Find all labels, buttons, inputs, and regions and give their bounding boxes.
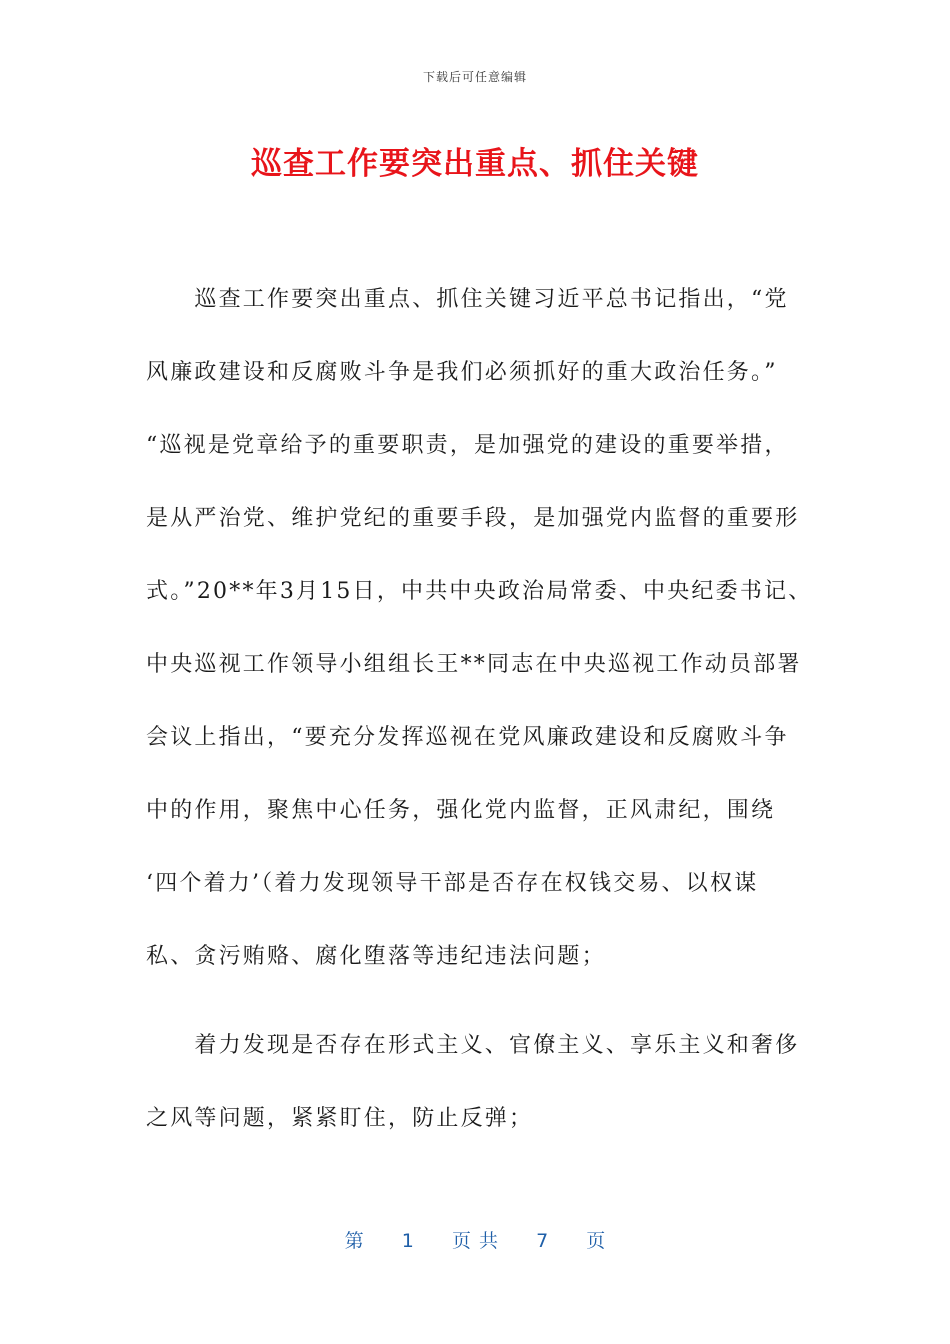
body-line: 中央巡视工作领导小组组长王**同志在中央巡视工作动员部署 bbox=[146, 652, 802, 677]
body-line: 之风等问题，紧紧盯住，防止反弹； bbox=[146, 1106, 534, 1131]
total-pages-number: 7 bbox=[536, 1230, 549, 1252]
body-line: “巡视是党章给予的重要职责，是加强党的建设的重要举措， bbox=[146, 433, 789, 458]
body-line: 是从严治党、维护党纪的重要手段，是加强党内监督的重要形 bbox=[146, 506, 800, 531]
page-footer bbox=[0, 1226, 950, 1253]
body-line: ‘四个着力’（着力发现领导干部是否存在权钱交易、以权谋 bbox=[146, 871, 759, 896]
document-title: 巡查工作要突出重点、抓住关键 bbox=[251, 146, 699, 182]
page-label-prefix: 第 bbox=[344, 1230, 364, 1252]
current-page-number: 1 bbox=[401, 1230, 414, 1252]
body-line: 中的作用，聚焦中心任务，强化党内监督，正风肃纪，围绕 bbox=[146, 798, 776, 823]
body-line: 式。”20**年3月15日，中共中央政治局常委、中央纪委书记、 bbox=[146, 579, 813, 604]
page-label-mid: 页 共 bbox=[451, 1230, 499, 1252]
body-line: 着力发现是否存在形式主义、官僚主义、享乐主义和奢侈 bbox=[146, 1033, 800, 1058]
body-line: 会议上指出，“要充分发挥巡视在党风廉政建设和反腐败斗争 bbox=[146, 725, 789, 750]
body-line: 私、贪污贿赂、腐化堕落等违纪违法问题； bbox=[146, 944, 606, 969]
header-note: 下载后可任意编辑 bbox=[422, 70, 527, 84]
body-line: 巡查工作要突出重点、抓住关键习近平总书记指出，“党 bbox=[146, 287, 789, 312]
page-label-suffix: 页 bbox=[586, 1230, 606, 1252]
body-line: 风廉政建设和反腐败斗争是我们必须抓好的重大政治任务。” bbox=[146, 360, 778, 385]
